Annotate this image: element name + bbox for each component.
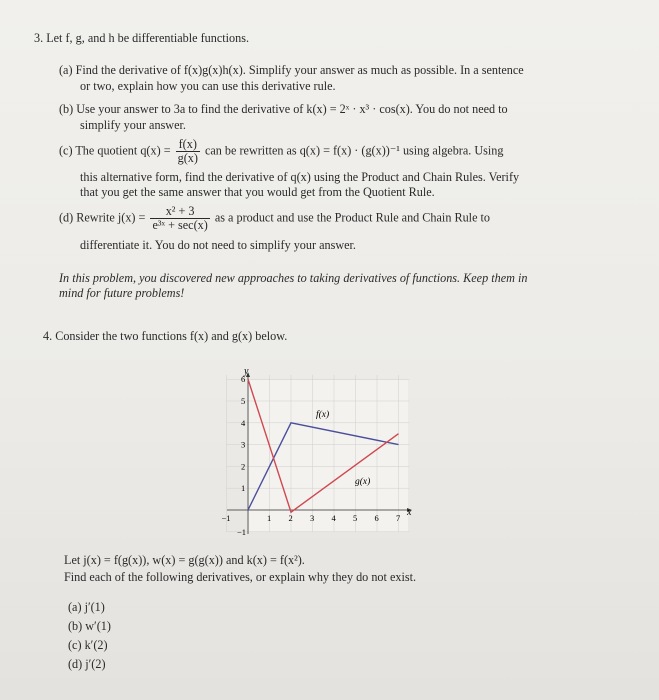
y-axis-label: y [244, 366, 249, 377]
problem-3b-line-2: simplify your answer. [80, 118, 186, 132]
y-tick-label: 6 [241, 374, 246, 385]
x-tick-label: −1 [221, 513, 231, 523]
problem-3a-line-2: or two, explain how you can use this derivative rule. [80, 79, 336, 93]
problem-3b-line-1: (b) Use your answer to 3a to find the derivative of k(x) = 2ˣ · x³ · cos(x). You do not need to [59, 102, 508, 116]
note-line-2: mind for future problems! [59, 286, 185, 300]
y-tick-label: 1 [241, 483, 246, 494]
problem-4-part-b: (b) w′(1) [68, 619, 111, 633]
problem-3c-line-2: this alternative form, find the derivative of q(x) using the Product and Chain Rules. Verify [80, 170, 520, 184]
problem-4-instruction: Find each of the following derivatives, or explain why they do not exist. [64, 570, 417, 584]
problem-3-header: 3. Let f, g, and h be differentiable functions. [34, 31, 250, 45]
function-graph [215, 362, 420, 547]
plot-area [247, 380, 408, 532]
x-tick-label: 3 [310, 513, 315, 523]
fraction-denominator: g(x) [177, 151, 198, 165]
problem-3c-line-3: that you get the same answer that you would get from the Quotient Rule. [80, 185, 435, 199]
problem-4-header: 4. Consider the two functions f(x) and g(x) below. [43, 329, 288, 343]
y-tick-label: 5 [241, 396, 246, 406]
x-tick-label: 5 [353, 513, 358, 523]
problem-4-part-d: (d) j′(2) [68, 657, 106, 671]
problem-4-definitions: Let j(x) = f(g(x)), w(x) = g(g(x)) and k(x) = f(x²). [64, 553, 305, 567]
x-tick-label: 2 [288, 513, 293, 523]
note-line-1: In this problem, you discovered new approaches to taking derivatives of functions. Keep them in [59, 271, 528, 285]
fraction-f-over-g [176, 138, 200, 165]
fraction-j [150, 205, 209, 232]
problem-3d-line-2: differentiate it. You do not need to simplify your answer. [80, 238, 356, 252]
problem-3a-line-1: (a) Find the derivative of f(x)g(x)h(x). Simplify your answer as much as possible. In a sentence [59, 63, 524, 77]
fraction-denominator: e³ˣ + sec(x) [152, 218, 208, 232]
g-label: g(x) [355, 477, 371, 487]
problem-3d-suffix: as a product and use the Product Rule and Chain Rule to [214, 210, 491, 225]
x-tick-label: 1 [267, 513, 272, 523]
y-tick-label: −1 [237, 526, 247, 537]
problem-4-part-a: (a) j′(1) [68, 600, 105, 614]
fraction-numerator: x² + 3 [150, 205, 209, 219]
f-label: f(x) [316, 410, 330, 420]
problem-3c-line-1 [59, 138, 504, 165]
fraction-numerator: f(x) [176, 138, 200, 152]
y-tick-label: 4 [241, 417, 246, 428]
problem-3d-line-1 [59, 205, 490, 232]
x-tick-label: 7 [396, 513, 401, 523]
y-tick-labels [237, 374, 246, 537]
y-tick-label: 2 [241, 461, 246, 472]
x-axis-label: x [407, 507, 412, 518]
problem-3d-prefix: (d) Rewrite j(x) = [59, 210, 146, 225]
problem-4-part-c: (c) k′(2) [68, 638, 108, 652]
x-tick-label: 6 [374, 513, 379, 523]
x-tick-label: 4 [331, 513, 336, 523]
y-tick-label: 3 [241, 439, 246, 450]
problem-3c-prefix: (c) The quotient q(x) = [59, 143, 171, 158]
problem-3c-suffix: can be rewritten as q(x) = f(x) · (g(x))⁻¹ using algebra. Using [204, 143, 504, 158]
